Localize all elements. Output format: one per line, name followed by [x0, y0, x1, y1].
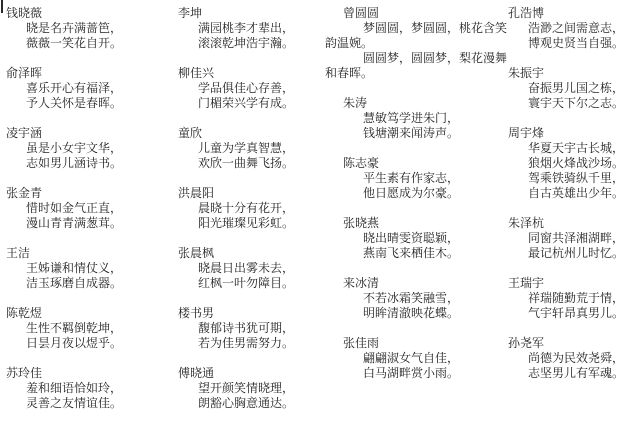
poem-line: 薇薇一笑花自开。 — [26, 36, 123, 50]
poem-line: 日昙月夜以煜乎。 — [26, 336, 123, 350]
person-name: 洪晨阳 — [178, 186, 215, 200]
poem-line: 羞和细语恰如玲， — [26, 381, 123, 395]
column-3 — [325, 6, 508, 396]
name-entry — [508, 126, 638, 201]
poem-lines — [343, 291, 497, 321]
name-entry — [508, 6, 638, 51]
poem-line: 寰宇天下尔之志。 — [528, 96, 625, 110]
poem-lines — [178, 141, 332, 171]
poem-line: 望开颜笑情晓理， — [198, 381, 295, 395]
person-name: 朱涛 — [343, 96, 368, 110]
poem-line: 平生素有作家志， — [363, 171, 460, 185]
poem-line: 喜乐开心有福泽， — [26, 81, 123, 95]
poem-lines — [178, 381, 332, 411]
name-entry — [508, 216, 638, 261]
poem-line: 钱塘潮来闻涛声。 — [363, 126, 460, 140]
person-name: 王洁 — [6, 246, 31, 260]
poem-line: 奋振男儿国之栋， — [528, 81, 625, 95]
poem-line: 博观史贤当自强。 — [528, 36, 625, 50]
person-name: 凌宇涵 — [6, 126, 43, 140]
poem-line: 朗豁心胸意通达。 — [198, 396, 295, 410]
person-name: 张金青 — [6, 186, 43, 200]
poem-line: 晓出晴雯资聪颖， — [363, 231, 460, 245]
person-name: 傅晓通 — [178, 366, 215, 380]
poem-lines — [508, 291, 638, 321]
poem-line: 韵温婉。 — [325, 36, 374, 50]
name-entry — [178, 246, 332, 291]
poem-line: 同窗共泽湘湖畔， — [528, 231, 625, 245]
name-entry — [508, 66, 638, 111]
person-name: 周宇烽 — [508, 126, 545, 140]
person-name: 曾圆圆 — [343, 6, 380, 20]
poem-lines — [508, 81, 638, 111]
name-entry — [178, 306, 332, 351]
poem-line: 滚滚乾坤浩宇瀚。 — [198, 36, 295, 50]
poem-lines — [6, 381, 166, 411]
person-name: 柳佳兴 — [178, 66, 215, 80]
column-1 — [6, 6, 166, 426]
poem-line: 自古英雄出少年。 — [528, 186, 625, 200]
poem-line: 燕南飞来栖佳木。 — [363, 246, 460, 260]
poem-line: 最记杭州儿时忆。 — [528, 246, 625, 260]
poem-lines — [508, 351, 638, 381]
person-name: 张佳雨 — [343, 336, 380, 350]
poem-line: 他日愿成为尔豪。 — [363, 186, 460, 200]
poem-line: 惜时如金气正直， — [26, 201, 123, 215]
poem-lines — [178, 81, 332, 111]
poem-lines — [508, 231, 638, 261]
poem-line: 晓晨日出雾未去， — [198, 261, 295, 275]
name-entry — [325, 6, 508, 81]
poem-lines — [178, 321, 332, 351]
person-name: 俞泽晖 — [6, 66, 43, 80]
person-name: 孔浩博 — [508, 6, 545, 20]
poem-line: 慧敏笃学进朱门， — [363, 111, 460, 125]
person-name: 张晨枫 — [178, 246, 215, 260]
name-entry — [343, 216, 497, 261]
poem-lines — [178, 201, 332, 231]
name-entry — [343, 156, 497, 201]
person-name: 楼书男 — [178, 306, 215, 320]
poem-lines — [6, 81, 166, 111]
poem-line: 志坚男儿有军魂。 — [528, 366, 625, 380]
person-name: 孙尧军 — [508, 336, 545, 350]
poem-lines — [6, 141, 166, 171]
name-entry — [178, 366, 332, 411]
poem-line: 洁玉琢磨自成器。 — [26, 276, 123, 290]
poem-line: 梦圆圆，梦圆圆，桃花含笑 — [363, 21, 508, 35]
person-name: 童欣 — [178, 126, 203, 140]
name-entry — [6, 366, 166, 411]
poem-lines — [6, 321, 166, 351]
poem-line: 晓是名卉满蔷笆， — [26, 21, 123, 35]
poem-line: 若为佳男需努力。 — [198, 336, 295, 350]
poem-line: 虽是小女宇文华， — [26, 141, 123, 155]
column-4 — [508, 6, 638, 396]
poem-line: 狼烟火烽战沙场。 — [528, 156, 625, 170]
name-entry — [6, 66, 166, 111]
poem-line: 不若冰霜笑融雪， — [363, 291, 460, 305]
poem-line: 气宇轩昂真男儿。 — [528, 306, 625, 320]
name-entry — [178, 126, 332, 171]
poem-line: 生性不羁倒乾坤， — [26, 321, 123, 335]
poem-lines — [343, 231, 497, 261]
poem-line: 阳光璀璨见彩虹。 — [198, 216, 295, 230]
poem-line: 灵善之友情谊佳。 — [26, 396, 123, 410]
poem-line: 志如男儿涵诗书。 — [26, 156, 123, 170]
name-entry — [343, 276, 497, 321]
poem-lines — [6, 261, 166, 291]
name-entry — [508, 276, 638, 321]
poem-lines — [178, 261, 332, 291]
poem-line: 欢欣一曲舞飞扬。 — [198, 156, 295, 170]
poem-line: 明眸清澈映花蝶。 — [363, 306, 460, 320]
name-entry — [178, 66, 332, 111]
poem-line: 学品俱佳心存善， — [198, 81, 295, 95]
poem-lines — [508, 141, 638, 201]
poem-line: 和春晖。 — [325, 66, 374, 80]
name-entry — [6, 6, 166, 51]
person-name: 张晓燕 — [343, 216, 380, 230]
person-name: 王瑞宇 — [508, 276, 545, 290]
poem-line: 圆圆梦，圆圆梦，梨花漫舞 — [363, 51, 508, 65]
person-name: 陈志豪 — [343, 156, 380, 170]
poem-line: 红枫一叶勿障目。 — [198, 276, 295, 290]
poem-line: 漫山青青满葱茸。 — [26, 216, 123, 230]
name-entry — [6, 126, 166, 171]
name-entry — [343, 96, 497, 141]
poem-lines — [178, 21, 332, 51]
poem-lines — [343, 111, 497, 141]
name-entry — [178, 186, 332, 231]
poem-line: 翩翩淑女气自佳， — [363, 351, 460, 365]
poem-lines — [6, 201, 166, 231]
name-entry — [178, 6, 332, 51]
poem-lines — [343, 351, 497, 381]
person-name: 苏玲佳 — [6, 366, 43, 380]
poem-line: 予人关怀是春晖。 — [26, 96, 123, 110]
poem-line: 浩渺之间需意志， — [528, 21, 625, 35]
poem-lines — [343, 171, 497, 201]
poem-line: 晨晓十分有花开， — [198, 201, 295, 215]
name-entry — [6, 306, 166, 351]
poem-line: 华夏天宇古长城， — [528, 141, 625, 155]
poem-line: 满园桃李才辈出， — [198, 21, 295, 35]
person-name: 钱晓薇 — [6, 6, 43, 20]
text-cursor-artifact — [1, 0, 3, 13]
name-entry — [6, 186, 166, 231]
person-name: 朱振宇 — [508, 66, 545, 80]
poem-line: 馥郁诗书犹可期， — [198, 321, 295, 335]
person-name: 李坤 — [178, 6, 203, 20]
poem-line: 白马湖畔赏小雨。 — [363, 366, 460, 380]
poem-lines — [508, 21, 638, 51]
poem-line: 祥瑞随勤荒于情， — [528, 291, 625, 305]
poem-line: 儿童为学真智慧， — [198, 141, 295, 155]
column-2 — [178, 6, 332, 426]
poem-line: 王姊谦和情仗义， — [26, 261, 123, 275]
name-entry — [508, 336, 638, 381]
poem-line: 门楣荣兴学有成。 — [198, 96, 295, 110]
person-name: 陈乾煜 — [6, 306, 43, 320]
name-entry — [343, 336, 497, 381]
poem-line: 尚德为民效尧舜， — [528, 351, 625, 365]
poem-line: 驾乘铁骑纵千里， — [528, 171, 625, 185]
person-name: 朱泽杭 — [508, 216, 545, 230]
poem-lines — [6, 21, 166, 51]
poem-lines — [325, 21, 508, 81]
person-name: 来冰清 — [343, 276, 380, 290]
name-entry — [6, 246, 166, 291]
